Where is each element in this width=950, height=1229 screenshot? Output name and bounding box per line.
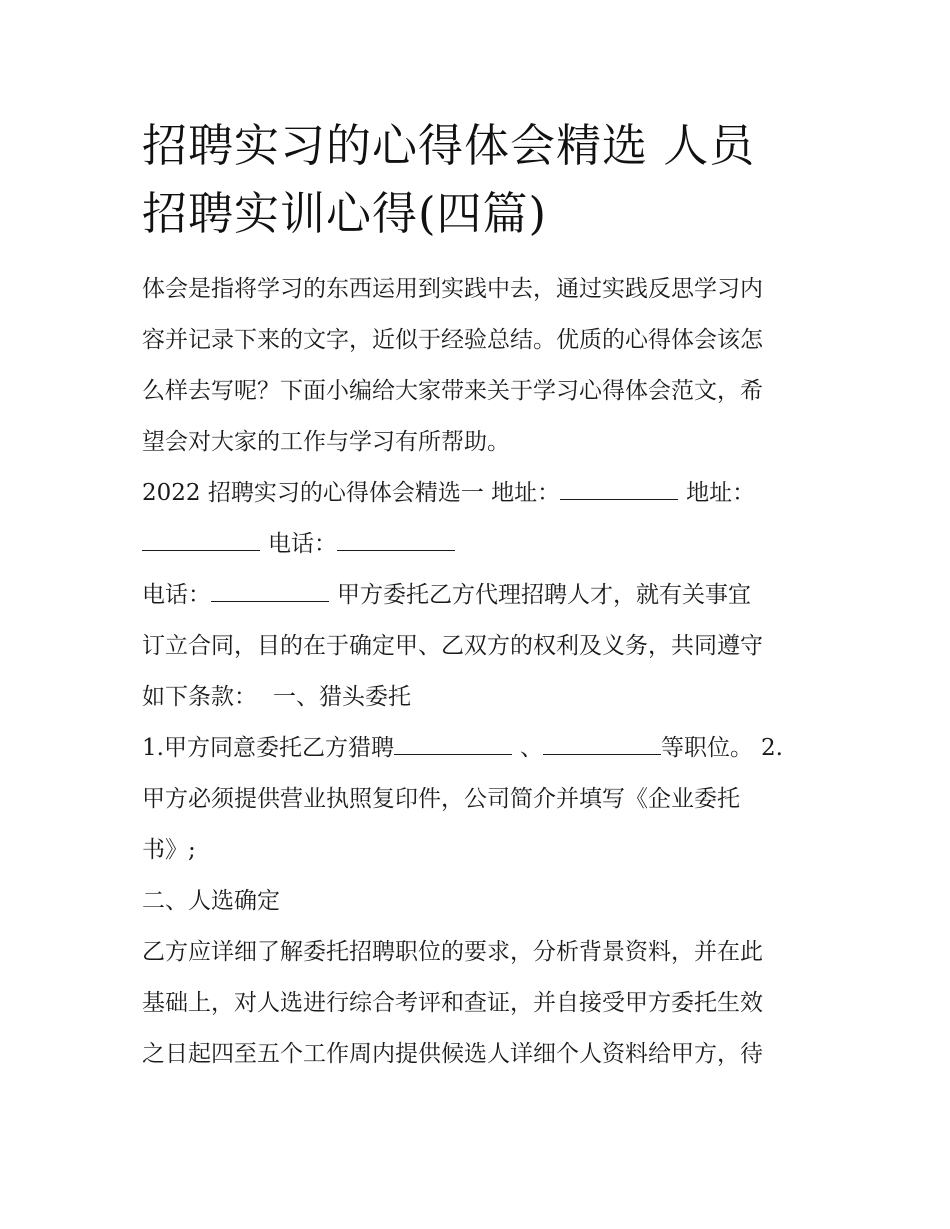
delegation-text-3: 如下条款： bbox=[142, 684, 257, 710]
item-1-separator: 、 bbox=[519, 735, 543, 761]
phone-label-1: 电话： bbox=[268, 531, 337, 557]
contract-heading-prefix: 2022 招聘实习的心得体会精选一 地址： bbox=[142, 480, 561, 506]
document-body bbox=[142, 264, 814, 1080]
phone-blank-2 bbox=[211, 581, 329, 602]
delegation-line-2: 订立合同，目的在于确定甲、乙双方的权利及义务，共同遵守 bbox=[142, 633, 763, 659]
title-line-1: 招聘实习的心得体会精选 人员 bbox=[142, 119, 756, 172]
position-blank-2 bbox=[543, 734, 661, 755]
delegation-line-3 bbox=[142, 672, 814, 723]
document-content bbox=[142, 112, 814, 1080]
intro-line-4: 望会对大家的工作与学习有所帮助。 bbox=[142, 429, 510, 455]
section-2-line-2: 基础上，对人选进行综合考评和查证，并自接受甲方委托生效 bbox=[142, 990, 763, 1016]
address-blank-2 bbox=[142, 530, 260, 551]
item-2-line-3: 书》; bbox=[142, 837, 196, 863]
phone-label-2: 电话： bbox=[142, 582, 211, 608]
item-2-start: 2. bbox=[760, 735, 783, 761]
section-2-line-3: 之日起四至五个工作周内提供候选人详细个人资料给甲方，待 bbox=[142, 1041, 763, 1067]
document-title bbox=[142, 112, 814, 248]
position-blank-1 bbox=[394, 734, 512, 755]
contract-heading-line bbox=[142, 468, 814, 519]
intro-line-3: 么样去写呢？下面小编给大家带来关于学习心得体会范文，希 bbox=[142, 378, 763, 404]
section-2-title: 二、人选确定 bbox=[142, 888, 280, 914]
intro-line-2: 容并记录下来的文字，近似于经验总结。优质的心得体会该怎 bbox=[142, 327, 763, 353]
item-1-line bbox=[142, 723, 814, 774]
item-2-line-2: 甲方必须提供营业执照复印件，公司简介并填写《企业委托 bbox=[142, 786, 740, 812]
phone-blank-1 bbox=[337, 530, 455, 551]
title-line-2: 招聘实训心得(四篇) bbox=[142, 187, 548, 240]
address-blank-1 bbox=[560, 479, 678, 500]
address-label-2: 地址： bbox=[686, 480, 756, 506]
section-2-line-1: 乙方应详细了解委托招聘职位的要求，分析背景资料，并在此 bbox=[142, 939, 763, 965]
phone-delegation-line bbox=[142, 570, 814, 621]
item-1-suffix: 等职位。 bbox=[660, 735, 753, 761]
section-1-title: 一、猎头委托 bbox=[273, 684, 411, 710]
delegation-text-1: 甲方委托乙方代理招聘人才，就有关事宜 bbox=[337, 582, 751, 608]
intro-line-1: 体会是指将学习的东西运用到实践中去，通过实践反思学习内 bbox=[142, 276, 763, 302]
address-phone-line bbox=[142, 519, 814, 570]
item-1-prefix: 1.甲方同意委托乙方猎聘 bbox=[142, 735, 394, 761]
